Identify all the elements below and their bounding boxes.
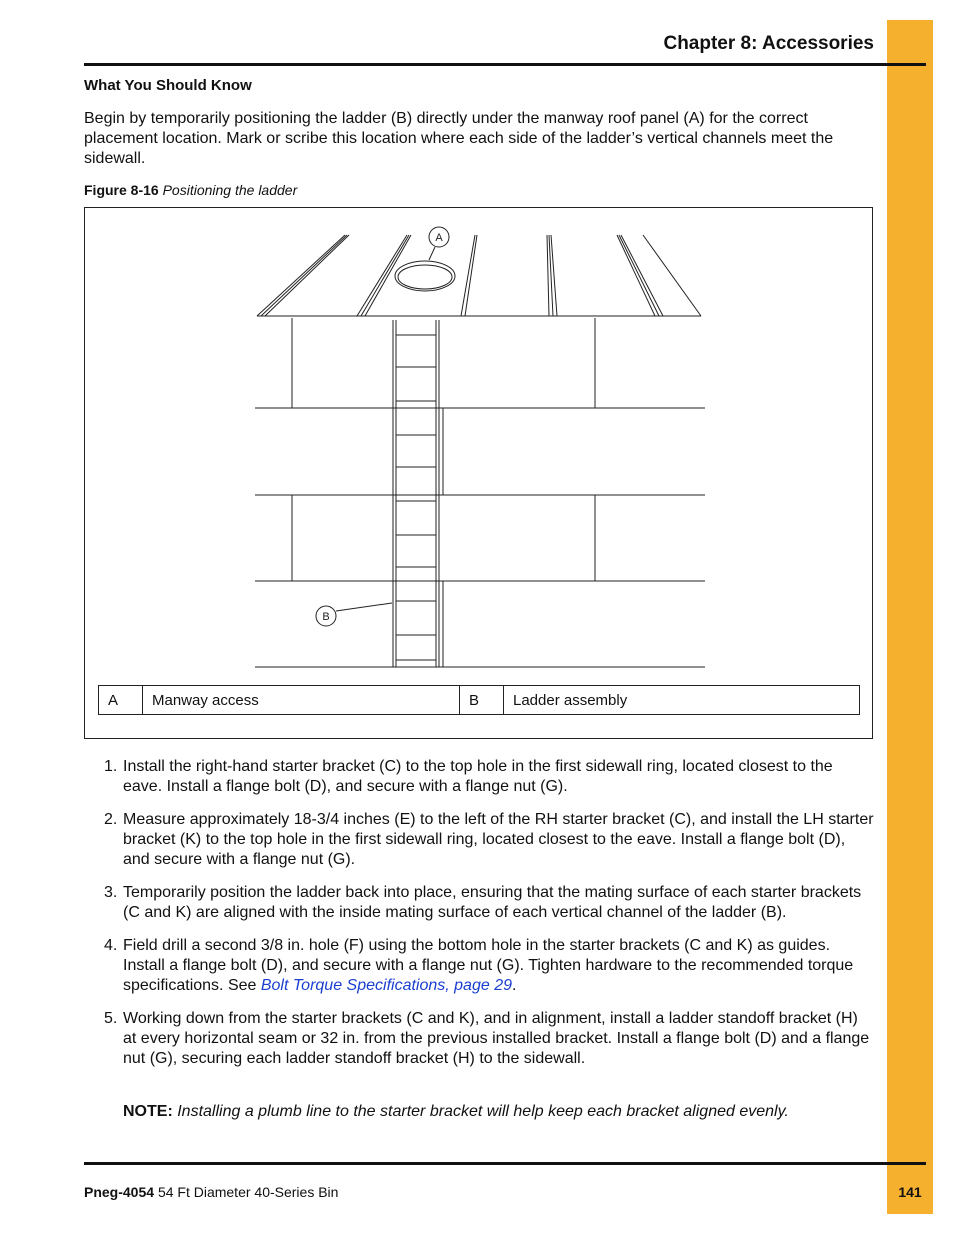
header-rule	[84, 63, 926, 66]
note-label: NOTE:	[123, 1103, 173, 1120]
legend-key-a: A	[99, 686, 143, 715]
document-title: 54 Ft Diameter 40-Series Bin	[157, 1184, 339, 1200]
footer-document	[84, 1184, 338, 1200]
legend-row	[99, 686, 860, 715]
step-number: 4.	[104, 937, 118, 954]
legend-label-a: Manway access	[143, 686, 460, 715]
step-text: Temporarily position the ladder back into place, ensuring that the mating surface of each starter brackets (C and K) are aligned with the inside mating surface of each vertical channel of the ladder (B).	[123, 884, 862, 921]
step-item	[104, 757, 874, 797]
step-item	[104, 883, 874, 923]
step-item	[104, 810, 874, 870]
step-text: Field drill a second 3/8 in. hole (F) using the bottom hole in the starter brackets (C and K) as guides. Install a flange bolt (D), and secure with a flange nut (G). Tighten hardware to the recommended torque specifications. See	[123, 937, 854, 994]
step-item	[104, 936, 874, 996]
ladder-illustration	[85, 208, 874, 740]
step-number: 1.	[104, 758, 118, 775]
figure-legend	[98, 685, 860, 715]
figure-number: Figure 8-16	[84, 182, 159, 198]
legend-label-b: Ladder assembly	[504, 686, 860, 715]
page-number: 141	[898, 1184, 922, 1200]
section-heading: What You Should Know	[84, 77, 252, 94]
step-number: 5.	[104, 1010, 118, 1027]
roof-panels	[257, 235, 701, 316]
bolt-torque-link[interactable]: Bolt Torque Specifications, page 29	[260, 977, 512, 994]
ladder-assembly	[393, 320, 439, 667]
intro-paragraph: Begin by temporarily positioning the ladder (B) directly under the manway roof panel (A) for the correct placement location. Mark or scribe this location where each side of the ladder’s vertical channels meet the sidewall.	[84, 110, 834, 167]
legend-key-b: B	[460, 686, 504, 715]
figure-box	[84, 207, 873, 739]
instruction-steps	[104, 757, 874, 1082]
step-text: Measure approximately 18-3/4 inches (E) to the left of the RH starter bracket (C), and install the LH starter bracket (K) to the top hole in the first sidewall ring, located closest to the eave. Install a flange bolt (D), and secure with a flange nut (G).	[123, 811, 874, 868]
figure-caption	[84, 182, 297, 198]
note	[123, 1102, 883, 1122]
step-text: Working down from the starter brackets (C and K), and in alignment, install a ladder standoff bracket (H) at every horizontal seam or 32 in. from the previous installed bracket. Install a flange bolt (D) and a flange nut (G), securing each ladder standoff bracket (H) to the sidewall.	[123, 1010, 870, 1067]
step-number: 2.	[104, 811, 118, 828]
chapter-title: Chapter 8: Accessories	[663, 33, 874, 54]
callout-b-label: B	[322, 611, 330, 623]
note-text: Installing a plumb line to the starter bracket will help keep each bracket aligned evenly.	[177, 1103, 789, 1120]
step-text-end: .	[512, 977, 517, 994]
chapter-side-tab	[887, 20, 933, 1214]
callout-a-label: A	[435, 232, 443, 244]
document-id: Pneg-4054	[84, 1184, 155, 1200]
step-number: 3.	[104, 884, 118, 901]
step-text: Install the right-hand starter bracket (C) to the top hole in the first sidewall ring, located closest to the eave. Install a flange bolt (D), and secure with a flange nut (G).	[123, 758, 833, 795]
figure-title: Positioning the ladder	[162, 182, 298, 198]
step-item	[104, 1009, 874, 1069]
footer-rule	[84, 1162, 926, 1165]
